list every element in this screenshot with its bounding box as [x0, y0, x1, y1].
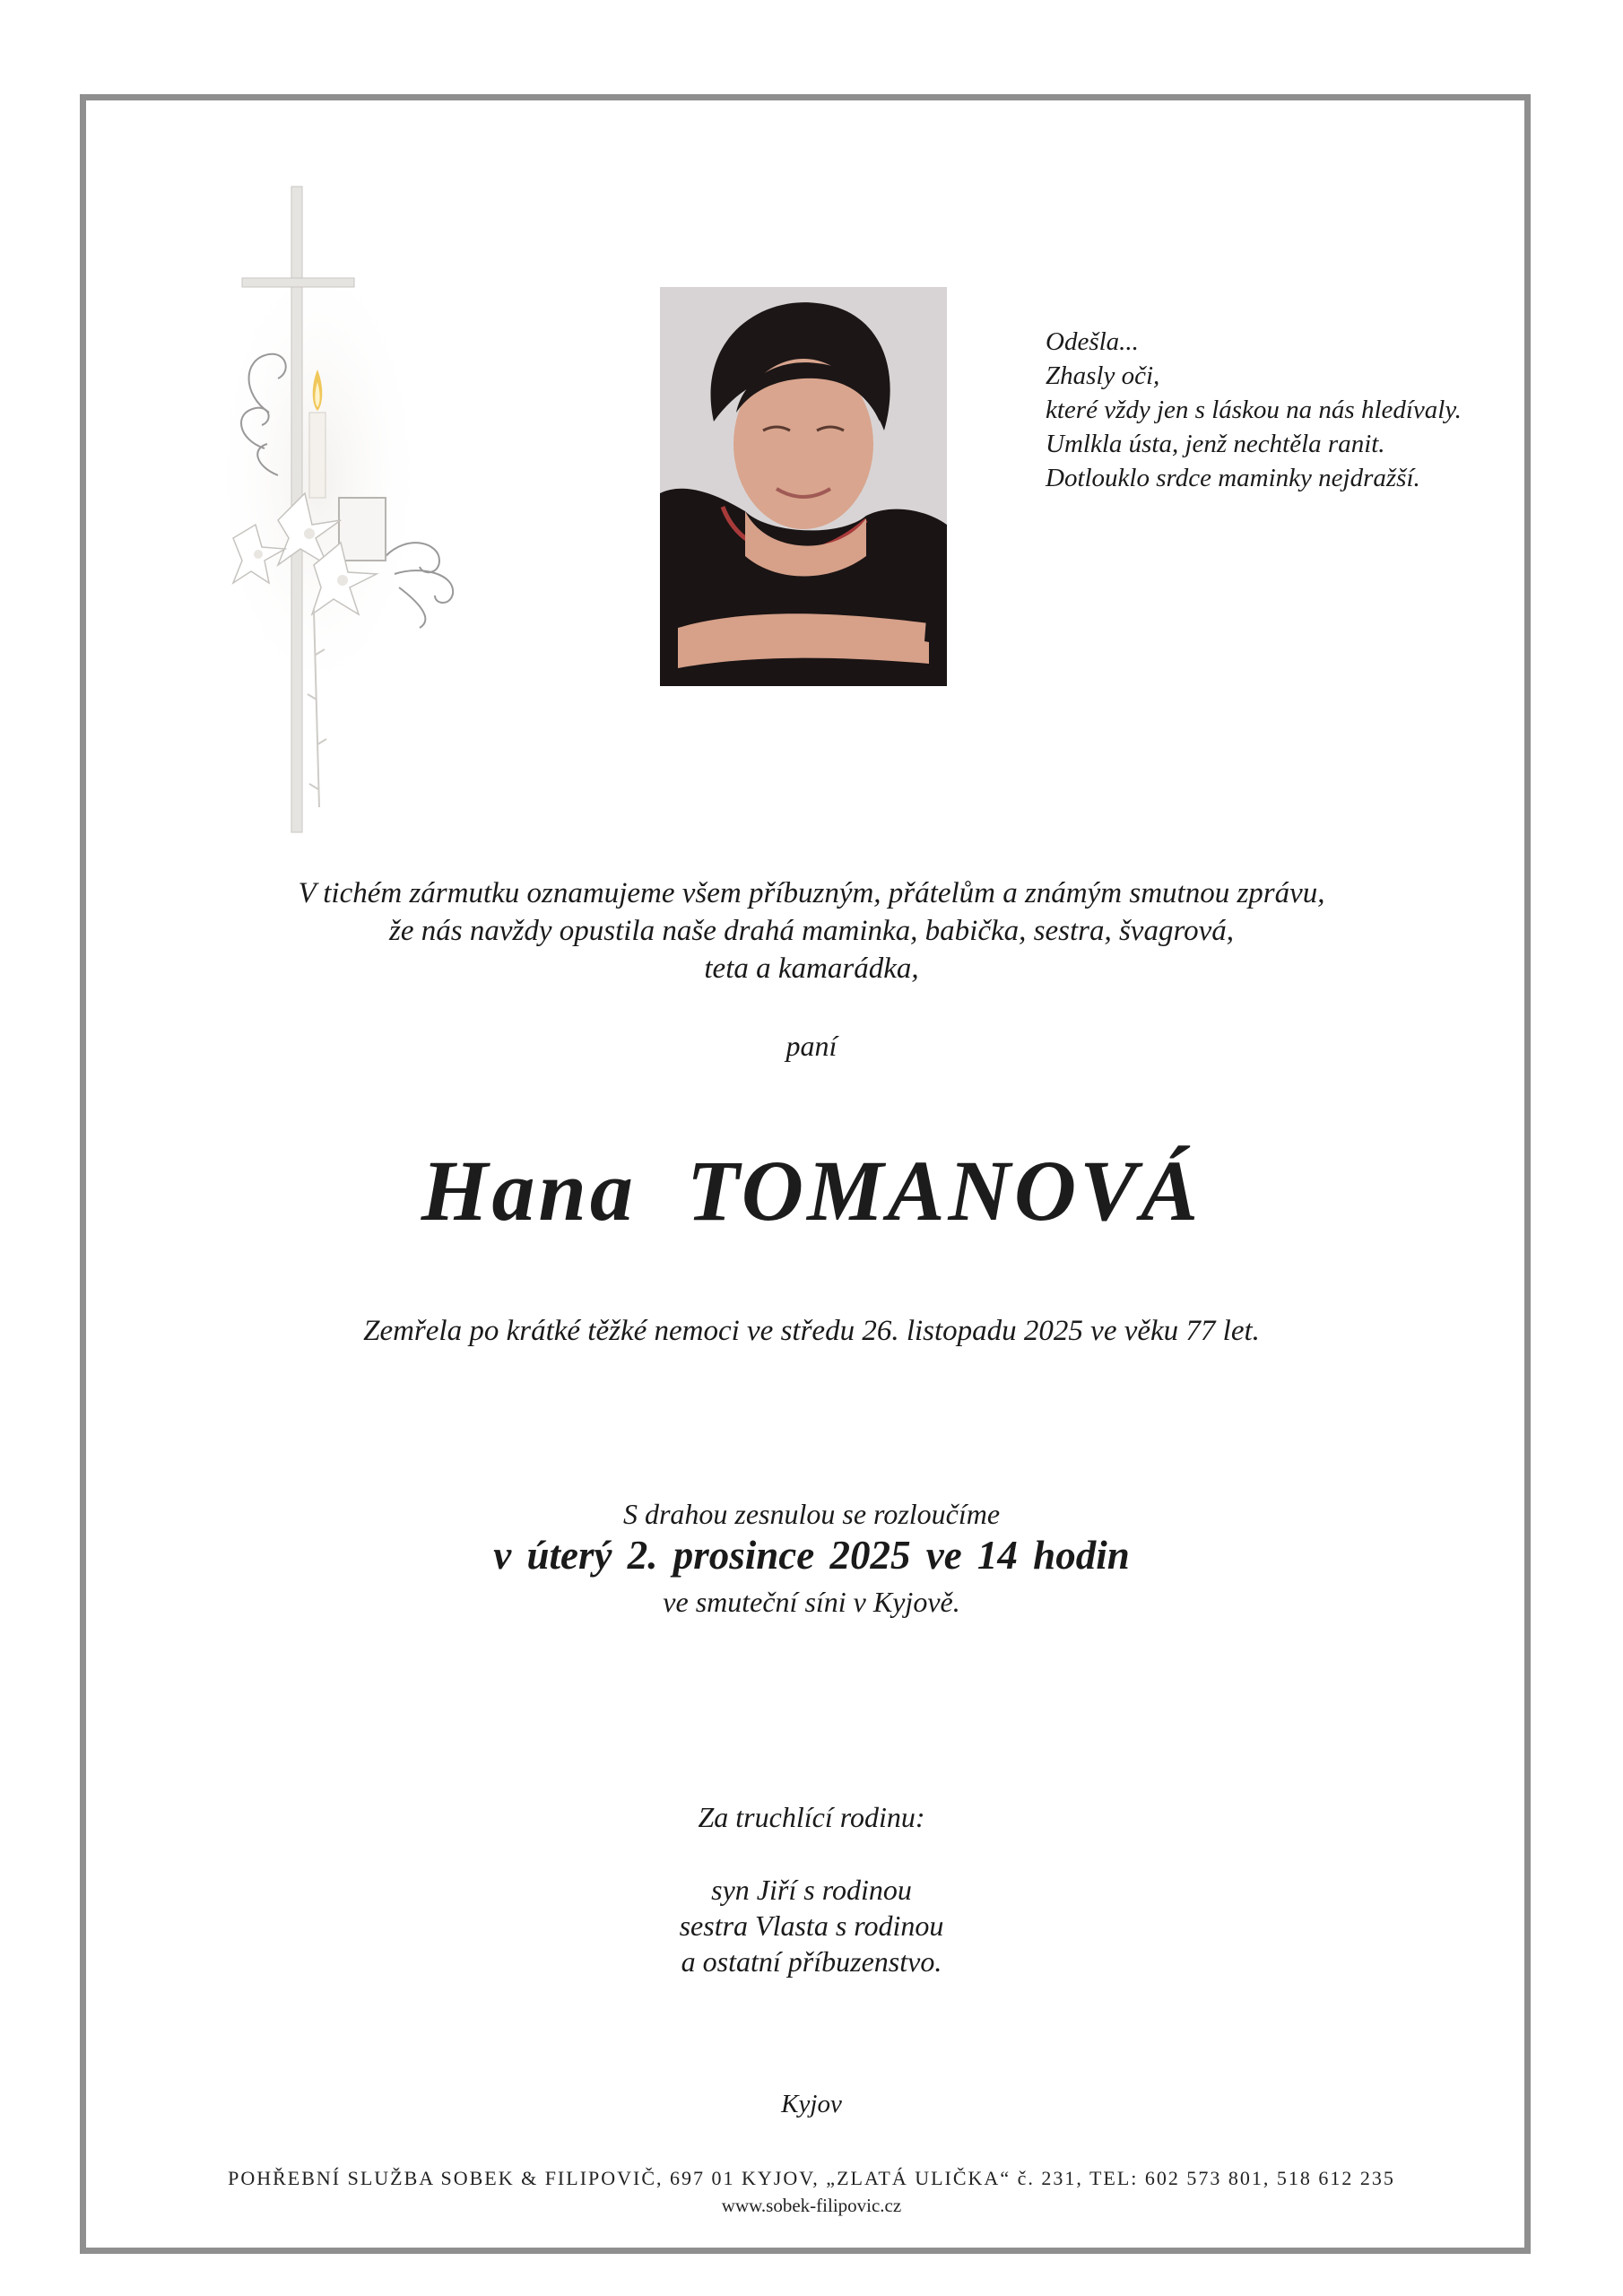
poem-line: Dotlouklo srdce maminky nejdražší.	[1046, 464, 1420, 492]
family-member: syn Jiří s rodinou	[711, 1874, 912, 1906]
death-notice: Zemřela po krátké těžké nemoci ve středu 26. listopadu 2025 ve věku 77 let.	[363, 1315, 1260, 1347]
farewell-datetime: v úterý 2. prosince 2025 ve 14 hodin	[493, 1533, 1130, 1578]
funeral-service-info: POHŘEBNÍ SLUŽBA SOBEK & FILIPOVIČ, 697 01 KYJOV, „ZLATÁ ULIČKA“ č. 231, TEL: 602 573 801, 518 612 235	[228, 2167, 1395, 2189]
announcement-line: V tichém zármutku oznamujeme všem příbuzným, přátelům a známým smutnou zprávu,	[298, 877, 1325, 909]
deceased-name: Hana TOMANOVÁ	[421, 1143, 1202, 1239]
portrait-photo	[660, 287, 947, 686]
farewell-location: ve smuteční síni v Kyjově.	[663, 1586, 960, 1618]
announcement	[0, 874, 1623, 987]
announcement-line: že nás navždy opustila naše drahá maminka, babička, sestra, švagrová,	[389, 915, 1234, 947]
title-pani: paní	[785, 1030, 838, 1062]
cross-candle-lily-ornament	[215, 179, 511, 843]
family-heading: Za truchlící rodinu:	[698, 1801, 925, 1833]
website: www.sobek-filipovic.cz	[721, 2195, 902, 2216]
family-member: sestra Vlasta s rodinou	[679, 1909, 944, 1942]
family-members	[0, 1872, 1623, 1979]
family-member: a ostatní příbuzenstvo.	[681, 1945, 942, 1978]
poem-line: Zhasly oči,	[1046, 361, 1160, 390]
poem-line: Odešla...	[1046, 327, 1139, 356]
poem-line: Umlkla ústa, jenž nechtěla ranit.	[1046, 430, 1385, 458]
farewell-intro: S drahou zesnulou se rozloučíme	[622, 1498, 1001, 1530]
announcement-line: teta a kamarádka,	[704, 952, 919, 985]
place: Kyjov	[781, 2090, 842, 2118]
poem	[1046, 325, 1548, 495]
poem-line: které vždy jen s láskou na nás hledívaly.	[1046, 396, 1462, 424]
